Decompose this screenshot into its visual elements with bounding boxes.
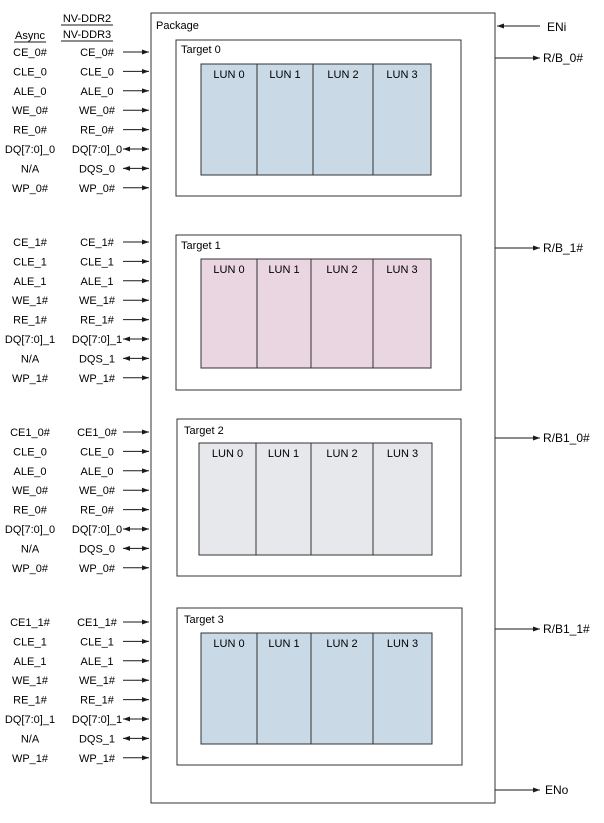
target-3-label: Target 3 <box>184 614 224 626</box>
target-2-signal-5-async: DQ[7:0]_0 <box>4 524 56 536</box>
target-0-signal-3-async: WE_0# <box>11 105 49 118</box>
target-0-signal-4-ddr: RE_0# <box>80 124 114 137</box>
target-1-signal-1-async: CLE_1 <box>13 256 47 269</box>
eno-label: ENo <box>545 783 569 797</box>
target-0-lun-2-label: LUN 2 <box>327 69 359 81</box>
target-0-signal-2-ddr: ALE_0 <box>80 85 114 98</box>
target-2-signal-7-ddr: WP_0# <box>78 562 116 575</box>
target-2-signal-6-async: N/A <box>20 543 40 556</box>
target-2-lun-0-label: LUN 0 <box>211 448 244 460</box>
package-label: Package <box>156 20 199 32</box>
target-2-signal-0-ddr: CE1_0# <box>77 427 117 439</box>
target-0-signal-0-async: CE_0# <box>13 47 47 59</box>
target-1-lun-3-label: LUN 3 <box>386 264 418 276</box>
target-2-signal-1-ddr: CLE_0 <box>80 446 114 459</box>
eni-label: ENi <box>547 20 567 34</box>
target-3-signal-1-async: CLE_1 <box>13 636 47 649</box>
header-nv-ddr3: NV-DDR3 <box>62 29 112 41</box>
target-3-signal-6-ddr: DQS_1 <box>78 733 116 746</box>
target-2-signal-3-async: WE_0# <box>11 485 49 498</box>
target-0-lun-3-label: LUN 3 <box>386 69 418 81</box>
target-1-signal-3-async: WE_1# <box>11 295 49 308</box>
target-0-signal-1-async: CLE_0 <box>13 66 47 79</box>
target-2-lun-2-label: LUN 2 <box>326 448 358 460</box>
target-1-label: Target 1 <box>181 240 221 252</box>
target-0-signal-2-async: ALE_0 <box>13 85 47 98</box>
target-3-lun-0-label: LUN 0 <box>213 638 245 650</box>
target-2-rb-label: R/B1_0# <box>543 431 590 445</box>
target-2-signal-4-ddr: RE_0# <box>80 504 114 517</box>
target-1-signal-2-ddr: ALE_1 <box>80 275 114 288</box>
target-3-signal-2-ddr: ALE_1 <box>80 655 114 668</box>
target-3-lun-3-label: LUN 3 <box>386 638 419 650</box>
target-3-rb-label: R/B1_1# <box>543 622 590 636</box>
target-0-lun-1-label: LUN 1 <box>269 69 301 81</box>
target-2-signal-5-ddr: DQ[7:0]_0 <box>71 524 123 536</box>
target-1-signal-4-async: RE_1# <box>13 314 47 327</box>
target-2-signal-3-ddr: WE_0# <box>78 485 116 498</box>
target-3-signal-2-async: ALE_1 <box>13 655 47 668</box>
targets-layer <box>5 40 590 765</box>
target-1-signal-3-ddr: WE_1# <box>78 295 116 308</box>
target-0-signal-1-ddr: CLE_0 <box>80 66 114 79</box>
target-3-signal-3-ddr: WE_1# <box>78 675 116 688</box>
target-3-signal-7-ddr: WP_1# <box>78 752 116 765</box>
target-0-signal-5-async: DQ[7:0]_0 <box>4 144 56 156</box>
target-3-signal-6-async: N/A <box>20 733 40 746</box>
target-0-signal-6-async: N/A <box>20 163 40 176</box>
target-0-rb-label: R/B_0# <box>543 51 584 65</box>
target-3-signal-4-async: RE_1# <box>13 694 47 707</box>
target-3-signal-5-async: DQ[7:0]_1 <box>4 714 56 726</box>
target-1-signal-7-async: WP_1# <box>11 372 49 385</box>
target-1-signal-0-async: CE_1# <box>13 237 47 249</box>
target-3-signal-3-async: WE_1# <box>11 675 49 688</box>
target-3-lun-2-label: LUN 2 <box>326 638 358 650</box>
target-1-lun-2-label: LUN 2 <box>326 264 358 276</box>
target-3-signal-7-async: WP_1# <box>11 752 49 765</box>
target-3-lun-1-label: LUN 1 <box>268 638 300 650</box>
target-0-signal-5-ddr: DQ[7:0]_0 <box>71 144 123 156</box>
target-2-label: Target 2 <box>184 425 224 437</box>
target-2-signal-7-async: WP_0# <box>11 562 49 575</box>
target-0-signal-7-ddr: WP_0# <box>78 182 116 195</box>
target-2-lun-3-label: LUN 3 <box>386 448 419 460</box>
target-0-signal-7-async: WP_0# <box>11 182 49 195</box>
target-0-signal-6-ddr: DQS_0 <box>78 163 116 176</box>
target-1-lun-1-label: LUN 1 <box>268 264 300 276</box>
target-0-label: Target 0 <box>181 44 221 56</box>
target-1-signal-5-ddr: DQ[7:0]_1 <box>71 334 123 346</box>
header-nv-ddr2: NV-DDR2 <box>62 13 112 25</box>
target-1-signal-6-async: N/A <box>20 353 40 366</box>
target-3-signal-1-ddr: CLE_1 <box>80 636 114 649</box>
target-1-signal-1-ddr: CLE_1 <box>80 256 114 269</box>
target-3-signal-0-ddr: CE1_1# <box>77 617 117 629</box>
target-2-lun-1-label: LUN 1 <box>267 448 300 460</box>
target-0-signal-4-async: RE_0# <box>13 124 47 137</box>
header-async: Async <box>15 30 45 42</box>
target-3-signal-5-ddr: DQ[7:0]_1 <box>71 714 123 726</box>
target-1-signal-7-ddr: WP_1# <box>78 372 116 385</box>
target-0-signal-3-ddr: WE_0# <box>78 105 116 118</box>
target-1-signal-2-async: ALE_1 <box>13 275 47 288</box>
target-2-signal-4-async: RE_0# <box>13 504 47 517</box>
target-2-signal-6-ddr: DQS_0 <box>78 543 116 556</box>
target-1-rb-label: R/B_1# <box>543 241 584 255</box>
target-2-signal-2-ddr: ALE_0 <box>80 465 114 478</box>
target-3-signal-0-async: CE1_1# <box>10 617 50 629</box>
target-1-signal-0-ddr: CE_1# <box>80 237 114 249</box>
target-0-lun-0-label: LUN 0 <box>213 69 245 81</box>
target-2-signal-2-async: ALE_0 <box>13 465 47 478</box>
target-2-signal-1-async: CLE_0 <box>13 446 47 459</box>
target-1-signal-5-async: DQ[7:0]_1 <box>4 334 56 346</box>
target-1-lun-0-label: LUN 0 <box>213 264 245 276</box>
target-2-signal-0-async: CE1_0# <box>10 427 50 439</box>
target-1-signal-6-ddr: DQS_1 <box>78 353 116 366</box>
target-1-signal-4-ddr: RE_1# <box>80 314 114 327</box>
target-0-signal-0-ddr: CE_0# <box>80 47 114 59</box>
target-3-signal-4-ddr: RE_1# <box>80 694 114 707</box>
